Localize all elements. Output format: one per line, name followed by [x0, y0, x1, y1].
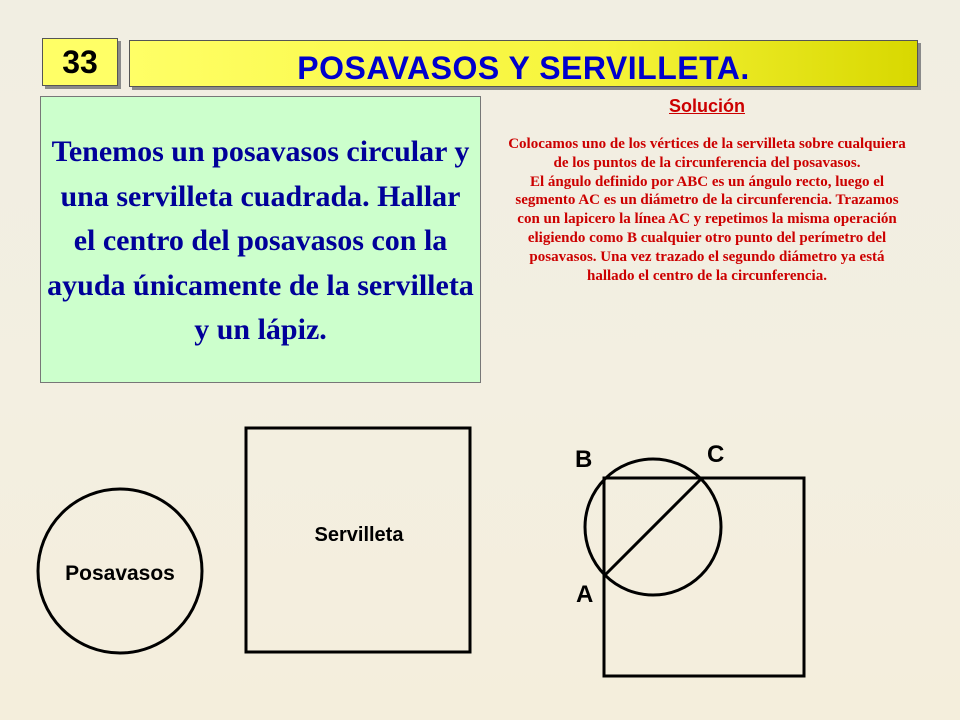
diameter-ac-line — [604, 478, 702, 576]
solution-napkin-square — [604, 478, 804, 676]
solution-paragraph-2: El ángulo definido por ABC es un ángulo recto, luego el segmento AC es un diámetro de la circunferencia. Trazamos con un lapicero la línea AC y repetimos la misma operación eligiendo como B cualquier otro punto del perímetro del posavasos. Una vez trazado el segundo diámetro ya está hallado el centro de la circunferencia. — [515, 173, 899, 284]
point-a-label: A — [576, 581, 594, 608]
point-b-label: B — [575, 446, 593, 473]
solution-heading: Solución — [669, 96, 745, 116]
coaster-label: Posavasos — [65, 562, 175, 585]
slide-number: 33 — [62, 43, 98, 80]
napkin-label: Servilleta — [314, 524, 404, 546]
problem-statement: Tenemos un posavasos circular y una servilleta cuadrada. Hallar el centro del posavasos con la ayuda únicamente de la servilleta y un lápiz. — [47, 135, 474, 347]
slide-title: POSAVASOS Y SERVILLETA. — [297, 50, 750, 86]
solution-paragraph-1: Colocamos uno de los vértices de la servilleta sobre cualquiera de los puntos de la circunferencia del posavasos. — [508, 136, 906, 171]
point-c-label: C — [707, 441, 725, 468]
